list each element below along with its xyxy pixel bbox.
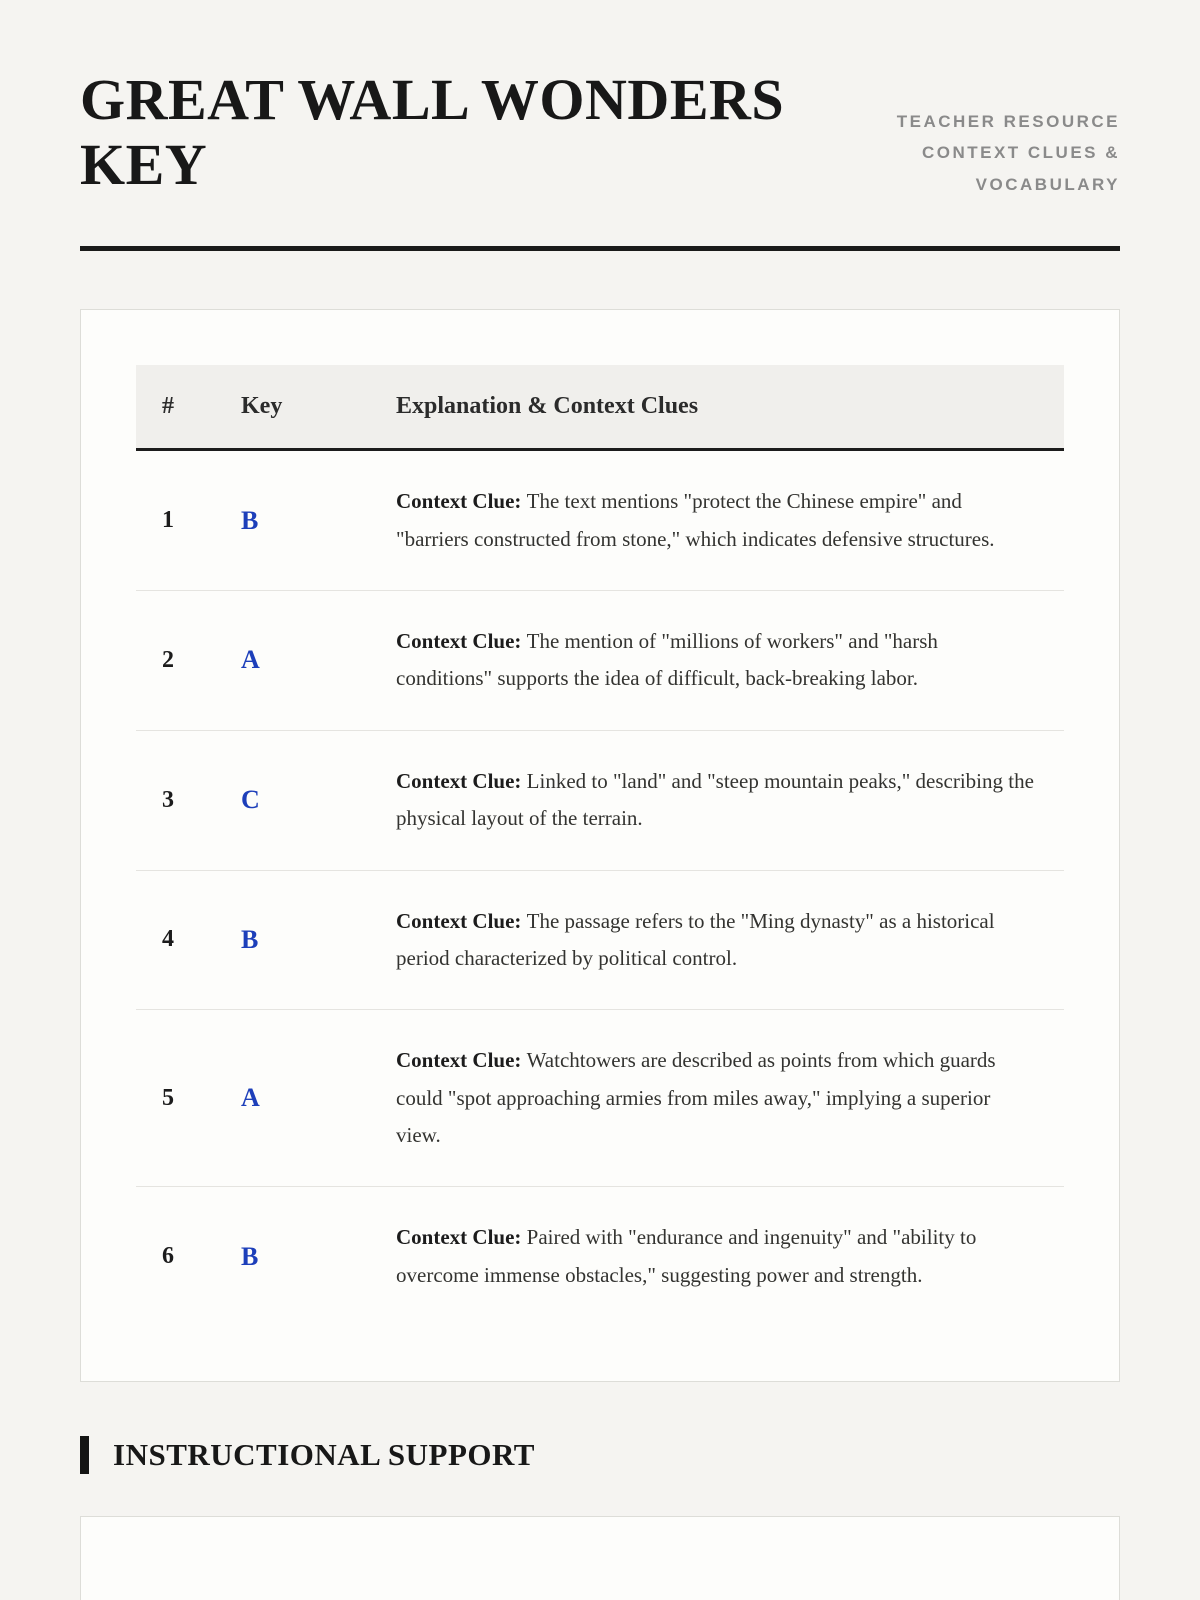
section-title: INSTRUCTIONAL SUPPORT (113, 1437, 535, 1473)
row-key: B (241, 1241, 259, 1271)
row-key: B (241, 924, 259, 954)
clue-text: The mention of "millions of workers" and "harsh conditions" supports the idea of difficult, back-breaking labor. (396, 629, 938, 691)
table-row (136, 1187, 1064, 1326)
clue-label: Context Clue: (396, 489, 527, 514)
row-number: 3 (162, 786, 174, 813)
row-number: 1 (162, 507, 174, 534)
row-number: 6 (162, 1243, 174, 1270)
table-row (136, 870, 1064, 1010)
heading-accent-bar (80, 1436, 89, 1474)
answer-key-table (136, 365, 1064, 1326)
clue-label: Context Clue: (396, 768, 527, 793)
document-header (80, 68, 1120, 200)
table-row (136, 591, 1064, 731)
column-header-key: Key (241, 393, 283, 420)
clue-label: Context Clue: (396, 1048, 527, 1073)
row-number: 4 (162, 926, 174, 953)
answer-table-body (136, 450, 1064, 1326)
row-explanation (396, 730, 1064, 870)
clue-text: The text mentions "protect the Chinese empire" and "barriers constructed from stone," which indicates defensive structures. (396, 489, 995, 551)
subtitle-line: CONTEXT CLUES & (921, 143, 1120, 163)
row-explanation (396, 1187, 1064, 1326)
resource-subtitle (897, 106, 1120, 200)
column-header-number: # (162, 393, 174, 420)
clue-label: Context Clue: (396, 1225, 527, 1250)
row-key: A (241, 645, 260, 675)
subtitle-line: TEACHER RESOURCE (896, 112, 1120, 131)
row-explanation (396, 591, 1064, 731)
clue-text: Paired with "endurance and ingenuity" and "ability to overcome immense obstacles," suggesting power and strength. (396, 1225, 977, 1287)
clue-label: Context Clue: (396, 908, 527, 933)
header-divider (80, 246, 1120, 251)
table-header-row (136, 365, 1064, 450)
row-number: 2 (162, 646, 174, 673)
table-row (136, 450, 1064, 591)
row-key: A (241, 1083, 260, 1113)
row-key: B (241, 505, 259, 535)
row-number: 5 (162, 1084, 174, 1111)
clue-text: Linked to "land" and "steep mountain peaks," describing the physical layout of the terrain. (396, 768, 1034, 831)
table-row (136, 730, 1064, 870)
table-row (136, 1010, 1064, 1187)
column-header-explanation: Explanation & Context Clues (396, 393, 699, 420)
clue-text: The passage refers to the "Ming dynasty" as a historical period characterized by political control. (396, 908, 995, 970)
row-explanation (396, 870, 1064, 1010)
row-key: C (241, 785, 260, 815)
clue-text: Watchtowers are described as points from which guards could "spot approaching armies from miles away," implying a superior view. (396, 1048, 996, 1148)
answer-key-card (80, 309, 1120, 1382)
subtitle-line: VOCABULARY (975, 174, 1120, 194)
clue-label: Context Clue: (396, 629, 527, 654)
page-title: GREAT WALL WONDERS KEY (80, 67, 785, 197)
row-explanation (396, 1010, 1064, 1187)
instructional-support-card-partial (80, 1516, 1120, 1600)
row-explanation (396, 450, 1064, 591)
section-heading-instructional-support (80, 1436, 1120, 1474)
